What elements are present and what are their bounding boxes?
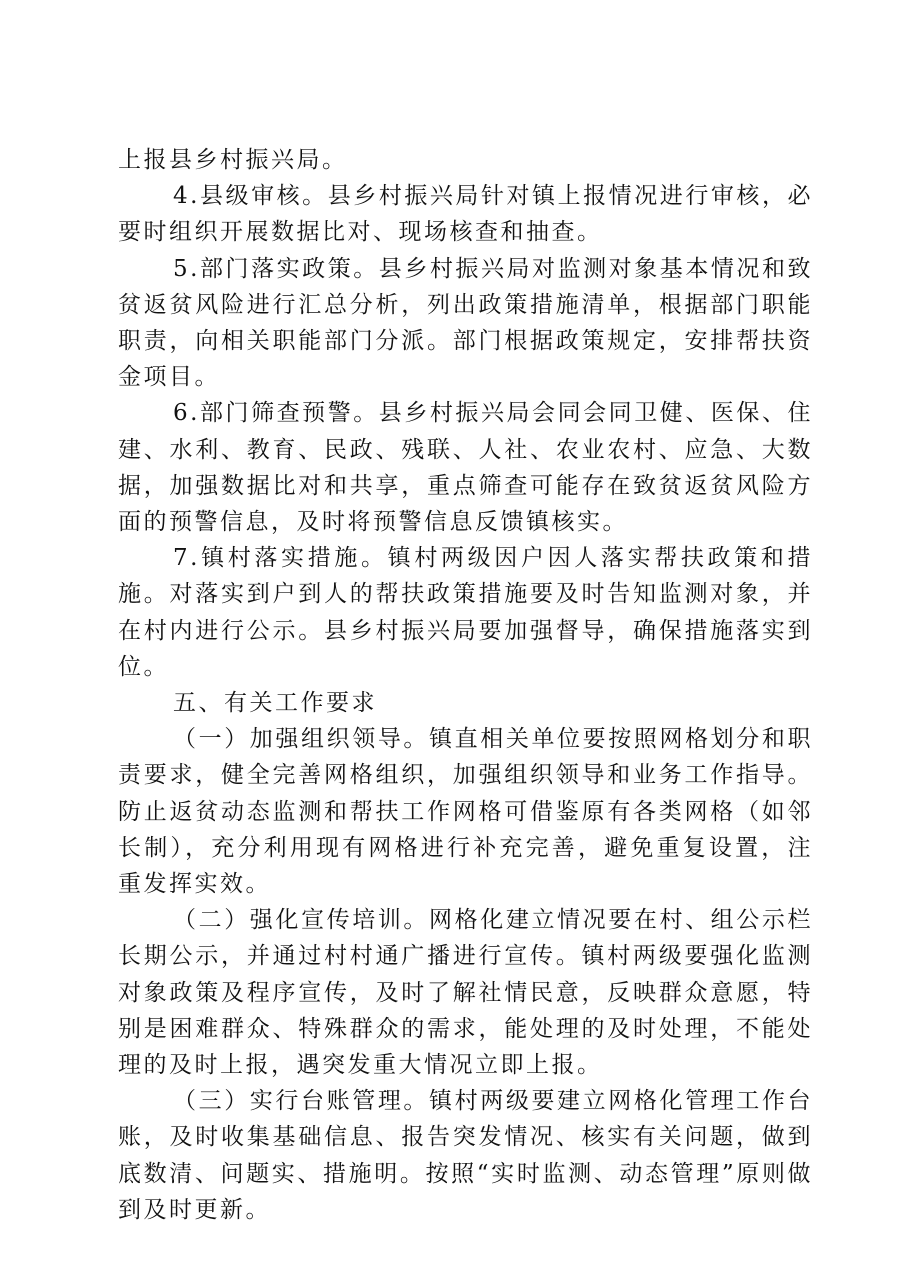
section-heading-5: 五、有关工作要求	[173, 690, 377, 717]
paragraph-requirement-1: （一）加强组织领导。镇直相关单位要按照网格划分和职责要求，健全完善网格组织，加强组织领导和业务工作指导。防止返贫动态监测和帮扶工作网格可借鉴原有各类网格（如邻长制），充分利用现有网格进行补充完善，避免重复设置，注重发挥实效。	[118, 726, 813, 898]
paragraph-item-4: 4.县级审核。县乡村振兴局针对镇上报情况进行审核，必要时组织开展数据比对、现场核查和抽查。	[118, 183, 813, 246]
paragraph-item-7: 7.镇村落实措施。镇村两级因户因人落实帮扶政策和措施。对落实到户到人的帮扶政策措施要及时告知监测对象，并在村内进行公示。县乡村振兴局要加强督导，确保措施落实到位。	[118, 545, 813, 680]
paragraph-item-6: 6.部门筛查预警。县乡村振兴局会同会同卫健、医保、住建、水利、教育、民政、残联、人社、农业农村、应急、大数据，加强数据比对和共享，重点筛查可能存在致贫返贫风险方面的预警信息，及时将预警信息反馈镇核实。	[118, 400, 813, 536]
paragraph-continuation: 上报县乡村振兴局。	[118, 147, 348, 173]
paragraph-requirement-3: （三）实行台账管理。镇村两级要建立网格化管理工作台账，及时收集基础信息、报告突发情况、核实有关问题，做到底数清、问题实、措施明。按照“实时监测、动态管理”原则做到及时更新。	[118, 1088, 813, 1223]
paragraph-item-5: 5.部门落实政策。县乡村振兴局对监测对象基本情况和致贫返贫风险进行汇总分析，列出政策措施清单，根据部门职能职责，向相关职能部门分派。部门根据政策规定，安排帮扶资金项目。	[118, 255, 813, 391]
document-body	[118, 142, 813, 1228]
paragraph-requirement-2: （二）强化宣传培训。网格化建立情况要在村、组公示栏长期公示，并通过村村通广播进行宣传。镇村两级要强化监测对象政策及程序宣传，及时了解社情民意，反映群众意愿，特别是困难群众、特殊群众的需求，能处理的及时处理，不能处理的及时上报，遇突发重大情况立即上报。	[118, 907, 813, 1079]
